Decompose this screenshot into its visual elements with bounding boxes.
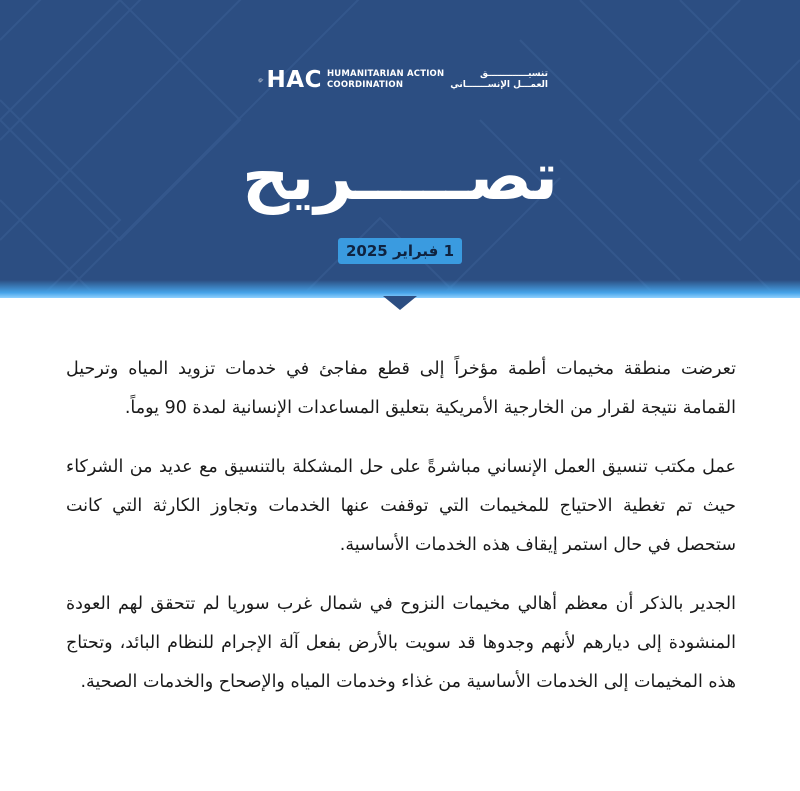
- hac-emblem-icon: [258, 60, 264, 100]
- logo-ar-line2: العمـــل الإنســـــــاني: [450, 80, 548, 90]
- logo-en-line1: HUMANITARIAN ACTION: [326, 69, 445, 79]
- logo-en-line2: COORDINATION: [326, 80, 404, 90]
- header-pointer: [383, 296, 417, 310]
- date-badge: 1 فبراير 2025: [338, 238, 462, 264]
- page-title: تصـــــريح: [241, 138, 558, 215]
- paragraph-2: عمل مكتب تنسيق العمل الإنساني مباشرةً على حل المشكلة بالتنسيق مع عديد من الشركاء حيث تم تغطية الاحتياج للمخيمات التي توقفت عنها الخدمات وتجاوز الكارثة التي كانت ستحصل في حال استمر إيقاف هذه الخدمات الأساسية.: [66, 457, 736, 555]
- logo-ar-line1: تنسيـــــــــــــق: [480, 69, 548, 79]
- paragraph-1: تعرضت منطقة مخيمات أطمة مؤخراً إلى قطع مفاجئ في خدمات تزويد المياه وترحيل القمامة نتيجة لقرار من الخارجية الأمريكية بتعليق المساعدات الإنسانية لمدة 90 يوماً.: [66, 359, 736, 418]
- paragraph-3: الجدير بالذكر أن معظم أهالي مخيمات النزوح في شمال غرب سوريا لم تتحقق لهم العودة المنشودة إلى ديارهم لأنهم وجدوها قد سويت بالأرض بفعل آلة الإجرام للنظام البائد، وتحتاج هذه المخيمات إلى الخدمات الأساسية من غذاء وخدمات المياه والإصحاح والخدمات الصحية.: [66, 594, 736, 692]
- logo-arabic-text: [450, 69, 548, 91]
- logo-abbr: HAC: [266, 67, 322, 93]
- statement-body: [66, 350, 736, 722]
- logo-english-text: [327, 69, 444, 91]
- hac-logo: [258, 60, 548, 100]
